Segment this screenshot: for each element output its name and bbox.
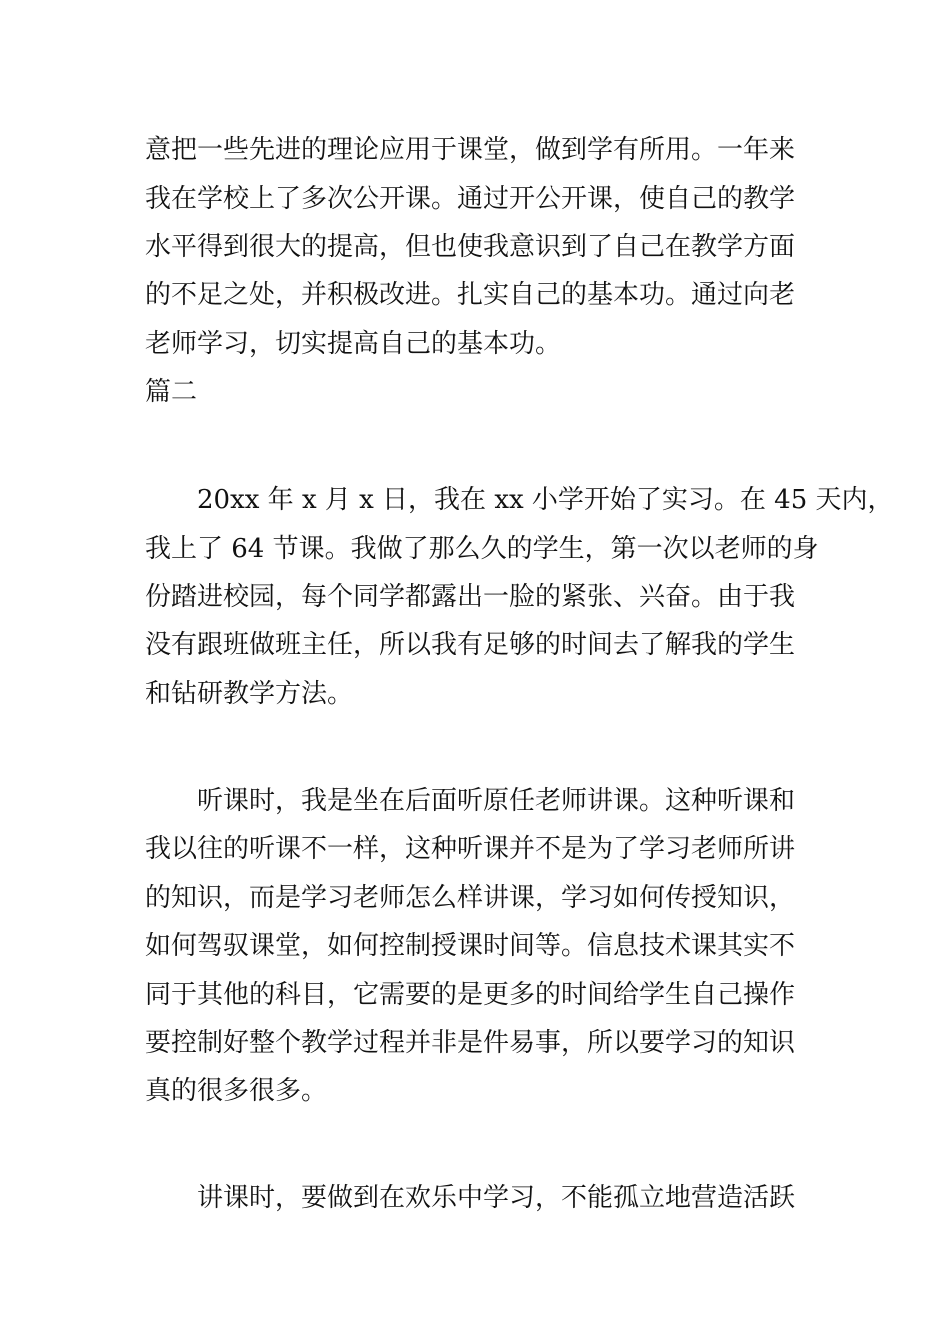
text-line: 没有跟班做班主任，所以我有足够的时间去了解我的学生 [145, 630, 796, 660]
text-line: 同于其他的科目，它需要的是更多的时间给学生自己操作 [145, 980, 796, 1010]
text-line: 和钻研教学方法。 [145, 679, 354, 709]
paragraph-line: 讲课时，要做到在欢乐中学习，不能孤立地营造活跃 [197, 1183, 796, 1213]
text-line: 份踏进校园，每个同学都露出一脸的紧张、兴奋。由于我 [145, 582, 796, 612]
text-line: 我以往的听课不一样，这种听课并不是为了学习老师所讲 [145, 834, 796, 864]
text-line: 的不足之处，并积极改进。扎实自己的基本功。通过向老 [145, 280, 796, 310]
text-line: 要控制好整个教学过程并非是件易事，所以要学习的知识 [145, 1028, 796, 1058]
text-line: 意把一些先进的理论应用于课堂，做到学有所用。一年来 [145, 135, 796, 165]
text-line: 老师学习，切实提高自己的基本功。 [145, 329, 562, 359]
text-line: 如何驾驭课堂，如何控制授课时间等。信息技术课其实不 [145, 931, 796, 961]
paragraph-line: 20xx 年 x 月 x 日，我在 xx 小学开始了实习。在 45 天内， [197, 485, 894, 515]
text-line: 的知识，而是学习老师怎么样讲课，学习如何传授知识， [145, 883, 796, 913]
text-line: 真的很多很多。 [145, 1076, 328, 1106]
section-heading: 篇二 [145, 377, 198, 407]
paragraph-line: 听课时，我是坐在后面听原任老师讲课。这种听课和 [197, 786, 796, 816]
text-line: 水平得到很大的提高，但也使我意识到了自己在教学方面 [145, 232, 796, 262]
text-line: 我在学校上了多次公开课。通过开公开课，使自己的教学 [145, 184, 796, 214]
text-line: 我上了 64 节课。我做了那么久的学生，第一次以老师的身 [145, 534, 819, 564]
